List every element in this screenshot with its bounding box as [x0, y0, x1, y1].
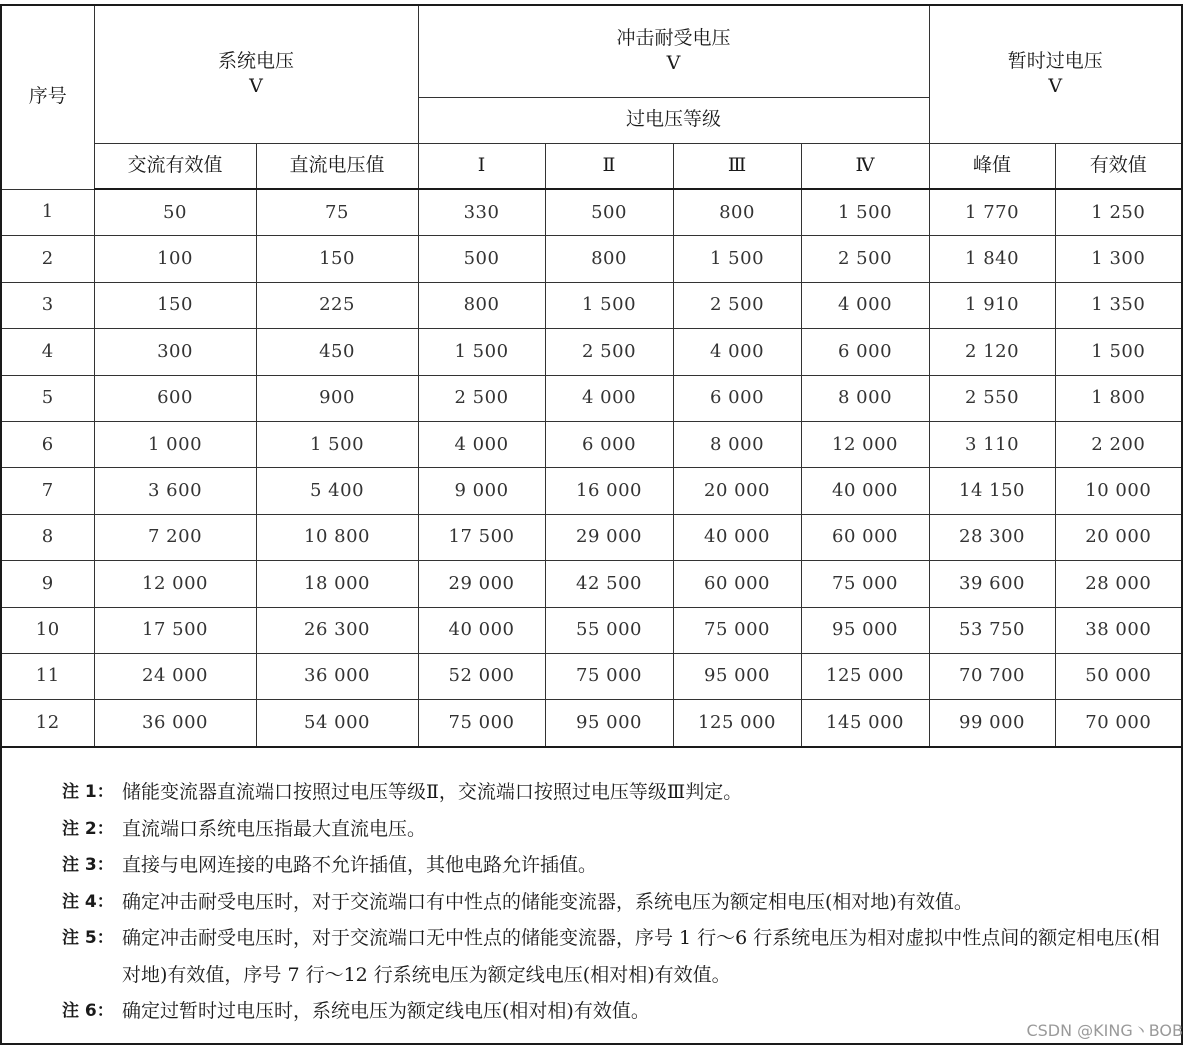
header-overvoltage-category: 过电压等级 [418, 97, 929, 143]
table-row [2, 236, 1181, 282]
table-cell: 75 000 [673, 607, 801, 653]
table-cell: 4 [2, 329, 94, 375]
note-text: 确定冲击耐受电压时，对于交流端口无中性点的储能变流器，序号 1 行～6 行系统电压为相对虚拟中性点间的额定相电压(相对地)有效值，序号 7 行～12 行系统电压为额定线电压(相对相)有效值。 [122, 927, 1160, 986]
note-item [62, 774, 1177, 811]
table-cell: 50 000 [1055, 653, 1181, 699]
table-row [2, 189, 1181, 236]
table-cell: 1 300 [1055, 236, 1181, 282]
table-cell: 6 000 [801, 329, 929, 375]
table-cell: 40 000 [418, 607, 545, 653]
impulse-voltage-unit: V [666, 52, 681, 75]
table-cell: 145 000 [801, 700, 929, 747]
table-cell: 4 000 [545, 375, 673, 421]
table-cell: 29 000 [545, 514, 673, 560]
table-cell: 1 500 [1055, 329, 1181, 375]
header-seq: 序号 [2, 6, 94, 189]
table-cell: 4 000 [418, 421, 545, 467]
table-row [2, 375, 1181, 421]
note-text: 储能变流器直流端口按照过电压等级Ⅱ，交流端口按照过电压等级Ⅲ判定。 [122, 781, 743, 803]
temp-overvoltage-unit: V [1048, 75, 1063, 98]
document-frame [0, 4, 1183, 1045]
header-ac-rms: 交流有效值 [94, 143, 256, 189]
table-cell: 125 000 [673, 700, 801, 747]
table-cell: 17 500 [94, 607, 256, 653]
table-cell: 1 500 [256, 421, 418, 467]
table-cell: 6 [2, 421, 94, 467]
table-row [2, 468, 1181, 514]
table-row [2, 282, 1181, 328]
table-cell: 1 500 [673, 236, 801, 282]
table-cell: 500 [545, 189, 673, 236]
table-cell: 40 000 [801, 468, 929, 514]
table-cell: 8 [2, 514, 94, 560]
table-cell: 1 770 [929, 189, 1055, 236]
table-cell: 39 600 [929, 561, 1055, 607]
table-row [2, 653, 1181, 699]
table-cell: 12 000 [801, 421, 929, 467]
table-cell: 12 [2, 700, 94, 747]
table-cell: 125 000 [801, 653, 929, 699]
table-cell: 6 000 [545, 421, 673, 467]
header-system-voltage [94, 6, 418, 143]
table-cell: 1 910 [929, 282, 1055, 328]
table-cell: 2 500 [673, 282, 801, 328]
table-cell: 8 000 [673, 421, 801, 467]
note-label: 注 2： [62, 818, 114, 839]
note-item [62, 884, 1177, 921]
table-cell: 70 000 [1055, 700, 1181, 747]
table-cell: 12 000 [94, 561, 256, 607]
table-cell: 14 150 [929, 468, 1055, 514]
table-cell: 2 500 [418, 375, 545, 421]
table-cell: 10 800 [256, 514, 418, 560]
temp-overvoltage-title: 暂时过电压 [1007, 49, 1103, 72]
table-cell: 1 500 [545, 282, 673, 328]
table-cell: 800 [545, 236, 673, 282]
table-cell: 2 500 [801, 236, 929, 282]
table-cell: 3 110 [929, 421, 1055, 467]
watermark: CSDN @KING丶BOB [1026, 1021, 1183, 1040]
header-cat-3: Ⅲ [673, 143, 801, 189]
header-rms: 有效值 [1055, 143, 1181, 189]
note-item [62, 847, 1177, 884]
note-label: 注 4： [62, 891, 114, 912]
impulse-voltage-title: 冲击耐受电压 [616, 26, 731, 49]
table-cell: 99 000 [929, 700, 1055, 747]
table-cell: 1 350 [1055, 282, 1181, 328]
table-row [2, 607, 1181, 653]
table-cell: 95 000 [545, 700, 673, 747]
table-cell: 95 000 [801, 607, 929, 653]
table-cell: 9 000 [418, 468, 545, 514]
note-label: 注 6： [62, 1001, 114, 1021]
table-cell: 2 [2, 236, 94, 282]
table-cell: 3 600 [94, 468, 256, 514]
table-cell: 20 000 [673, 468, 801, 514]
note-item [62, 993, 1177, 1030]
table-cell: 5 400 [256, 468, 418, 514]
table-cell: 2 500 [545, 329, 673, 375]
table-cell: 10 [2, 607, 94, 653]
table-cell: 60 000 [801, 514, 929, 560]
table-cell: 29 000 [418, 561, 545, 607]
table-cell: 24 000 [94, 653, 256, 699]
header-impulse-voltage [418, 6, 929, 97]
table-cell: 70 700 [929, 653, 1055, 699]
table-row [2, 514, 1181, 560]
table-cell: 2 200 [1055, 421, 1181, 467]
header-dc-voltage: 直流电压值 [256, 143, 418, 189]
table-cell: 11 [2, 653, 94, 699]
note-text: 确定冲击耐受电压时，对于交流端口有中性点的储能变流器，系统电压为额定相电压(相对地)有效值。 [122, 890, 973, 913]
table-cell: 300 [94, 329, 256, 375]
table-cell: 42 500 [545, 561, 673, 607]
note-label: 注 3： [62, 855, 114, 875]
table-row [2, 329, 1181, 375]
table-cell: 1 840 [929, 236, 1055, 282]
table-cell: 150 [94, 282, 256, 328]
table-cell: 2 550 [929, 375, 1055, 421]
table-cell: 7 [2, 468, 94, 514]
header-peak: 峰值 [929, 143, 1055, 189]
table-cell: 50 [94, 189, 256, 236]
table-cell: 8 000 [801, 375, 929, 421]
table-cell: 1 [2, 189, 94, 236]
header-cat-4: Ⅳ [801, 143, 929, 189]
table-cell: 1 800 [1055, 375, 1181, 421]
note-label: 注 5： [62, 928, 114, 948]
table-cell: 20 000 [1055, 514, 1181, 560]
table-cell: 52 000 [418, 653, 545, 699]
header-cat-1: Ⅰ [418, 143, 545, 189]
table-cell: 55 000 [545, 607, 673, 653]
table-row [2, 700, 1181, 747]
table-cell: 95 000 [673, 653, 801, 699]
table-cell: 17 500 [418, 514, 545, 560]
table-cell: 3 [2, 282, 94, 328]
table-cell: 330 [418, 189, 545, 236]
table-cell: 6 000 [673, 375, 801, 421]
table-cell: 75 [256, 189, 418, 236]
table-row [2, 421, 1181, 467]
note-text: 直接与电网连接的电路不允许插值，其他电路允许插值。 [122, 854, 598, 876]
table-cell: 600 [94, 375, 256, 421]
table-cell: 900 [256, 375, 418, 421]
table-cell: 4 000 [673, 329, 801, 375]
table-cell: 16 000 [545, 468, 673, 514]
table-cell: 40 000 [673, 514, 801, 560]
table-cell: 54 000 [256, 700, 418, 747]
table-row [2, 561, 1181, 607]
table-cell: 800 [673, 189, 801, 236]
system-voltage-unit: V [249, 75, 263, 98]
table-cell: 225 [256, 282, 418, 328]
header-temp-overvoltage [929, 6, 1181, 143]
note-text: 确定过暂时过电压时，系统电压为额定线电压(相对相)有效值。 [122, 1000, 650, 1022]
system-voltage-title: 系统电压 [218, 49, 295, 72]
table-cell: 100 [94, 236, 256, 282]
table-cell: 1 000 [94, 421, 256, 467]
table-cell: 2 120 [929, 329, 1055, 375]
note-item [62, 811, 1177, 848]
table-cell: 36 000 [94, 700, 256, 747]
note-label: 注 1： [62, 782, 114, 802]
note-item [62, 920, 1177, 993]
table-cell: 1 250 [1055, 189, 1181, 236]
table-cell: 800 [418, 282, 545, 328]
table-cell: 10 000 [1055, 468, 1181, 514]
table-cell: 4 000 [801, 282, 929, 328]
voltage-table [2, 6, 1181, 748]
notes-section [62, 774, 1177, 1030]
table-cell: 18 000 [256, 561, 418, 607]
table-cell: 36 000 [256, 653, 418, 699]
note-text: 直流端口系统电压指最大直流电压。 [122, 817, 427, 840]
header-cat-2: Ⅱ [545, 143, 673, 189]
table-cell: 60 000 [673, 561, 801, 607]
table-cell: 7 200 [94, 514, 256, 560]
table-cell: 75 000 [545, 653, 673, 699]
table-cell: 1 500 [418, 329, 545, 375]
table-cell: 53 750 [929, 607, 1055, 653]
table-cell: 75 000 [801, 561, 929, 607]
table-cell: 75 000 [418, 700, 545, 747]
table-cell: 28 000 [1055, 561, 1181, 607]
table-cell: 26 300 [256, 607, 418, 653]
table-cell: 500 [418, 236, 545, 282]
table-cell: 9 [2, 561, 94, 607]
table-cell: 450 [256, 329, 418, 375]
table-cell: 150 [256, 236, 418, 282]
table-cell: 38 000 [1055, 607, 1181, 653]
table-body [2, 189, 1181, 747]
table-cell: 1 500 [801, 189, 929, 236]
table-cell: 28 300 [929, 514, 1055, 560]
table-cell: 5 [2, 375, 94, 421]
